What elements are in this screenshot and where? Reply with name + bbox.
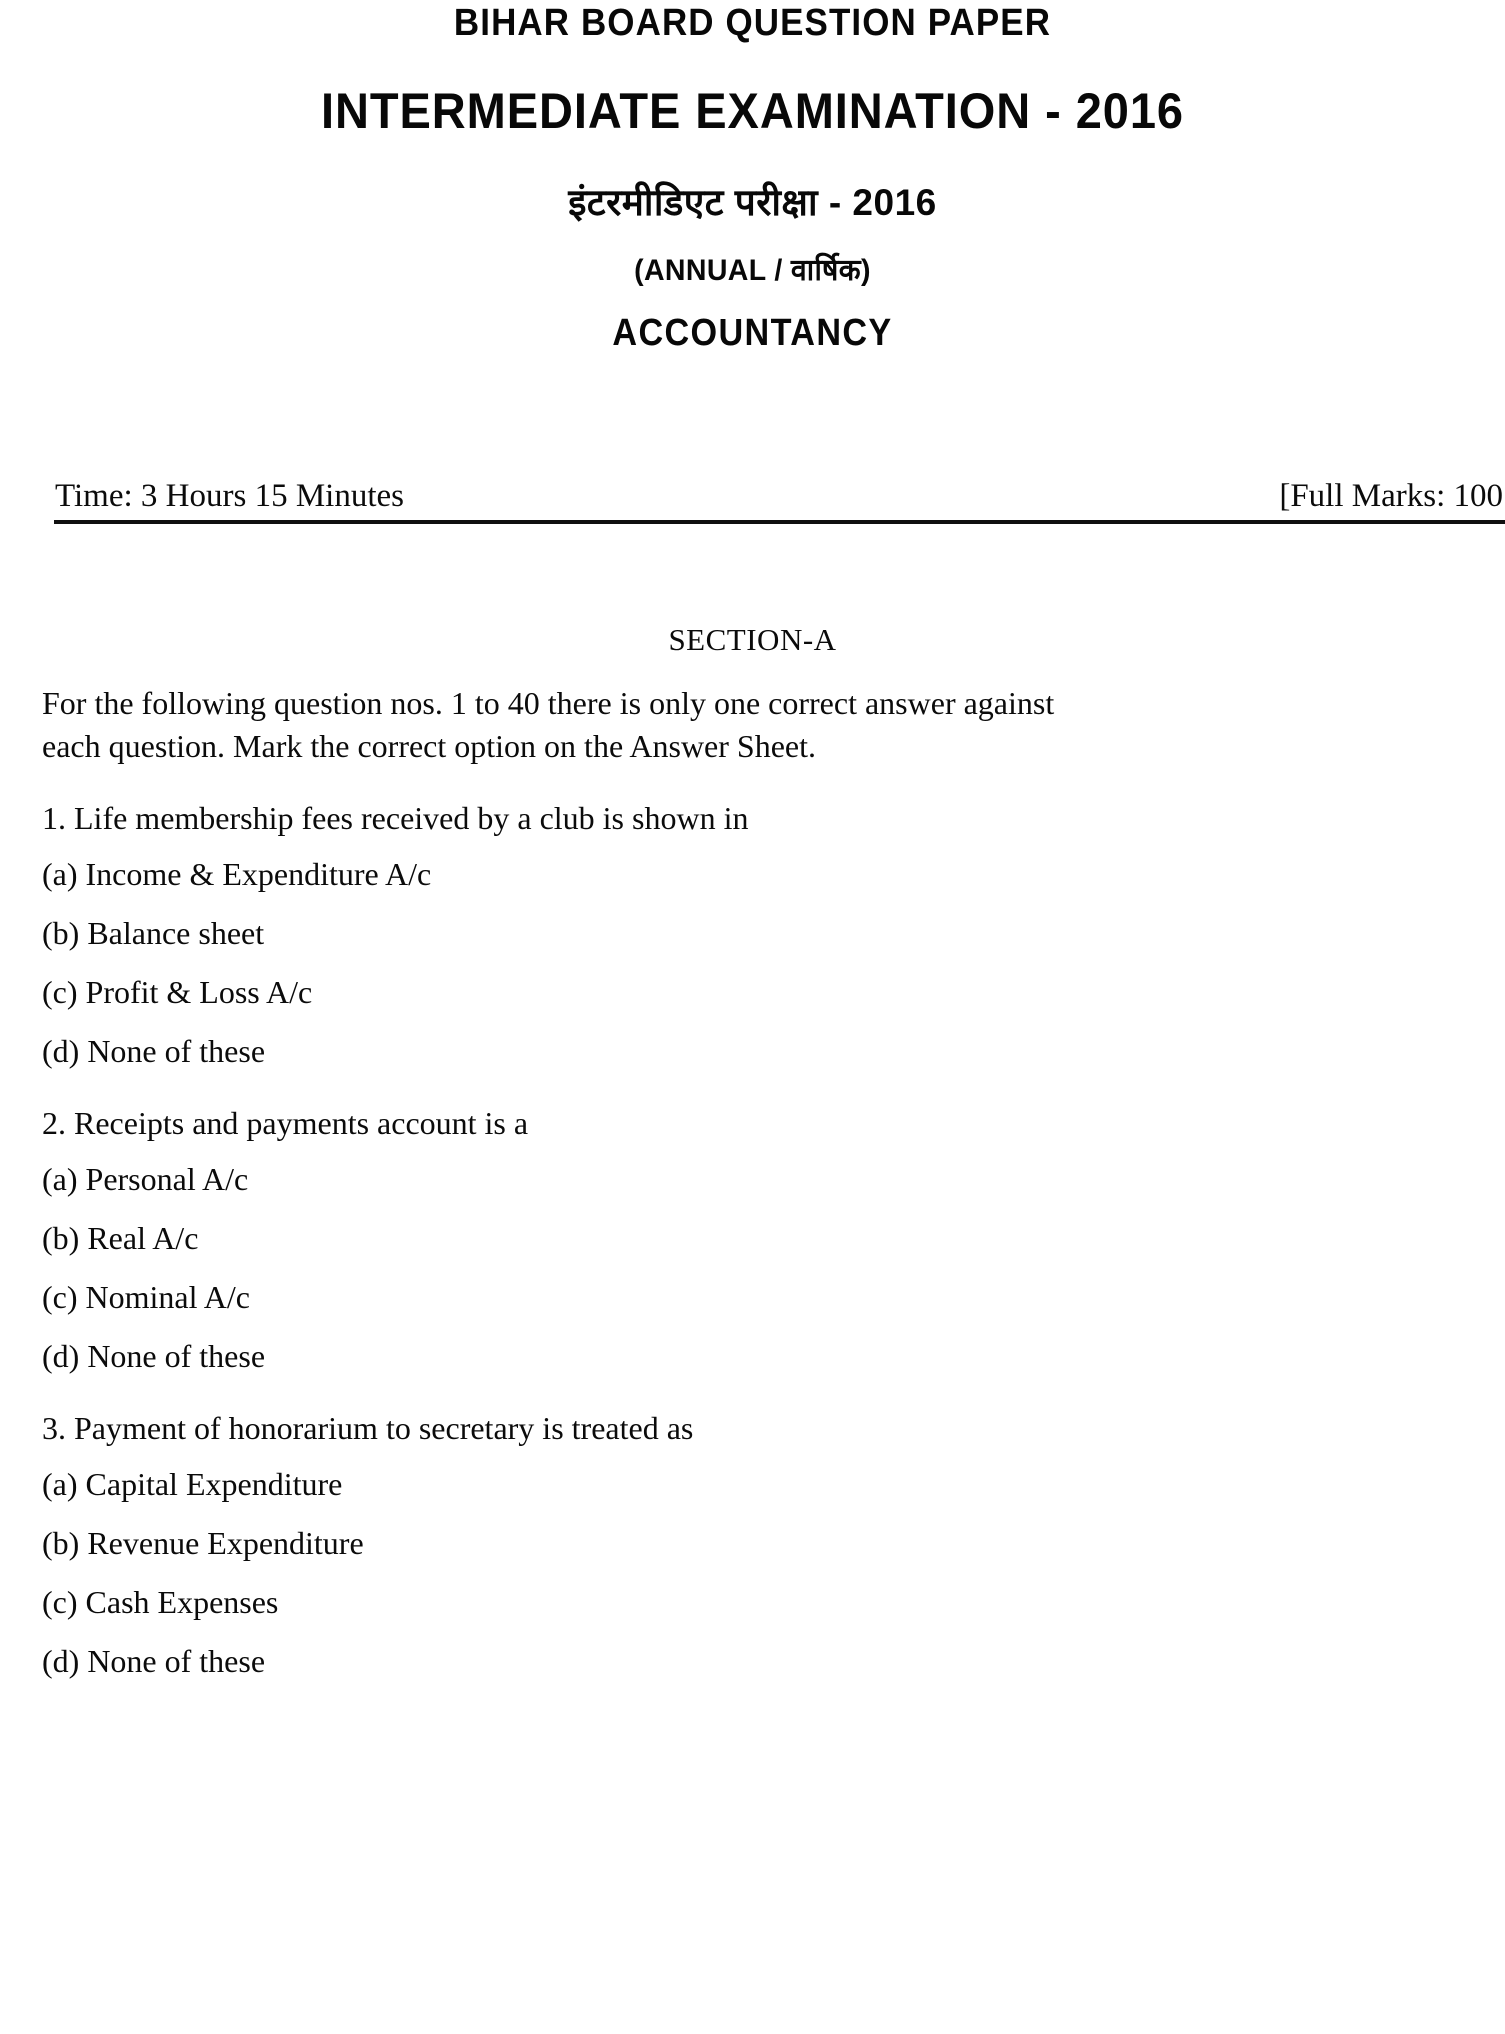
question-list (42, 802, 1472, 1717)
option-d[interactable]: (d) None of these (42, 1643, 266, 1679)
question-block (42, 802, 1472, 1067)
question-block (42, 1412, 1472, 1677)
question-block (42, 1107, 1472, 1372)
question-text: 3. Payment of honorarium to secretary is treated as (42, 1410, 694, 1446)
option-c[interactable]: (c) Cash Expenses (42, 1584, 279, 1620)
option-c[interactable]: (c) Profit & Loss A/c (42, 974, 313, 1010)
exam-type: (ANNUAL / वार्षिक) (634, 254, 871, 287)
exam-title-hindi: इंटरमीडिएट परीक्षा - 2016 (568, 182, 937, 223)
header-divider-rule (54, 520, 1505, 524)
option-a[interactable]: (a) Personal A/c (42, 1161, 249, 1197)
option-b[interactable]: (b) Balance sheet (42, 915, 265, 951)
option-d[interactable]: (d) None of these (42, 1033, 266, 1069)
board-title: BIHAR BOARD QUESTION PAPER (453, 2, 1052, 44)
time-and-marks-row (0, 478, 1505, 526)
subject-title: ACCOUNTANCY (612, 312, 893, 354)
option-b[interactable]: (b) Revenue Expenditure (42, 1525, 364, 1561)
question-text: 1. Life membership fees received by a club is shown in (42, 800, 749, 836)
full-marks: [Full Marks: 100 (1279, 478, 1503, 514)
exam-duration: Time: 3 Hours 15 Minutes (55, 478, 404, 514)
option-b[interactable]: (b) Real A/c (42, 1220, 199, 1256)
exam-title-english: INTERMEDIATE EXAMINATION - 2016 (320, 83, 1185, 139)
section-heading: SECTION-A (668, 622, 837, 657)
section-instructions: For the following question nos. 1 to 40 there is only one correct answer against each question. Mark the correct option on the Answer Sheet. (42, 685, 1055, 764)
question-text: 2. Receipts and payments account is a (42, 1105, 529, 1141)
option-a[interactable]: (a) Income & Expenditure A/c (42, 856, 432, 892)
option-d[interactable]: (d) None of these (42, 1338, 266, 1374)
option-c[interactable]: (c) Nominal A/c (42, 1279, 250, 1315)
option-a[interactable]: (a) Capital Expenditure (42, 1466, 343, 1502)
